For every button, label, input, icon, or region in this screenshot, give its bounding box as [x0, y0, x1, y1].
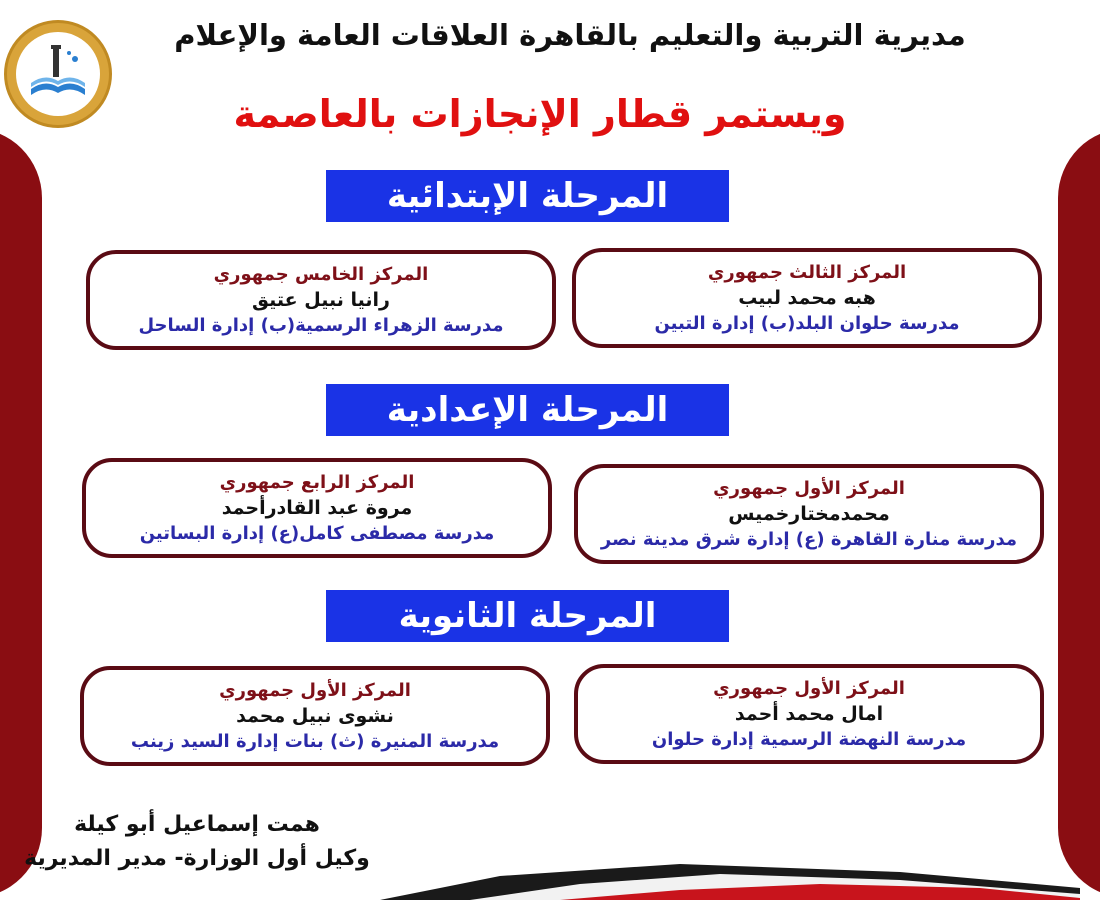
- card-rank: المركز الأول جمهوري: [219, 680, 411, 701]
- card-school: مدرسة المنيرة (ث) بنات إدارة السيد زينب: [130, 731, 500, 752]
- card-name: محمدمختارخميس: [728, 503, 890, 525]
- card-school: مدرسة حلوان البلد(ب) إدارة التبين: [654, 313, 960, 334]
- page-subtitle: ويستمر قطار الإنجازات بالعاصمة: [233, 92, 847, 136]
- card-rank: المركز الثالث جمهوري: [707, 262, 907, 283]
- card-school: مدرسة منارة القاهرة (ع) إدارة شرق مدينة نصر: [600, 529, 1018, 550]
- card-name: نشوى نبيل محمد: [236, 705, 394, 727]
- card-school: مدرسة الزهراء الرسمية(ب) إدارة الساحل: [138, 315, 504, 336]
- card-name: رانيا نبيل عتيق: [252, 289, 390, 311]
- card-rank: المركز الأول جمهوري: [713, 678, 905, 699]
- card-rank: المركز الخامس جمهوري: [213, 264, 429, 285]
- header-title: مديرية التربية والتعليم بالقاهرة العلاقات العامة والإعلام: [174, 18, 966, 52]
- card-rank: المركز الأول جمهوري: [713, 478, 905, 499]
- stage-secondary-title: المرحلة الثانوية: [326, 590, 729, 642]
- achievement-card: [80, 666, 550, 766]
- right-decorative-band: [1058, 128, 1100, 898]
- card-name: مروة عبد القادرأحمد: [221, 497, 413, 519]
- card-school: مدرسة النهضة الرسمية إدارة حلوان: [651, 729, 967, 750]
- left-decorative-band: [0, 128, 42, 898]
- achievement-card: [82, 458, 552, 558]
- achievement-card: [574, 664, 1044, 764]
- card-school: مدرسة مصطفى كامل(ع) إدارة البساتين: [139, 523, 495, 544]
- card-rank: المركز الرابع جمهوري: [219, 472, 415, 493]
- card-name: امال محمد أحمد: [734, 703, 884, 725]
- achievement-card: [574, 464, 1044, 564]
- stage-primary-title: المرحلة الإبتدائية: [326, 170, 729, 222]
- flag-ribbon-decoration: [380, 858, 1080, 900]
- signature-title: وكيل أول الوزارة- مدير المديرية: [24, 846, 370, 871]
- stage-preparatory-title: المرحلة الإعدادية: [326, 384, 729, 436]
- achievement-card: [572, 248, 1042, 348]
- signature-name: همت إسماعيل أبو كيلة: [74, 812, 320, 837]
- achievement-card: [86, 250, 556, 350]
- card-name: هبه محمد لبيب: [738, 287, 876, 309]
- directorate-logo-icon: [4, 20, 112, 128]
